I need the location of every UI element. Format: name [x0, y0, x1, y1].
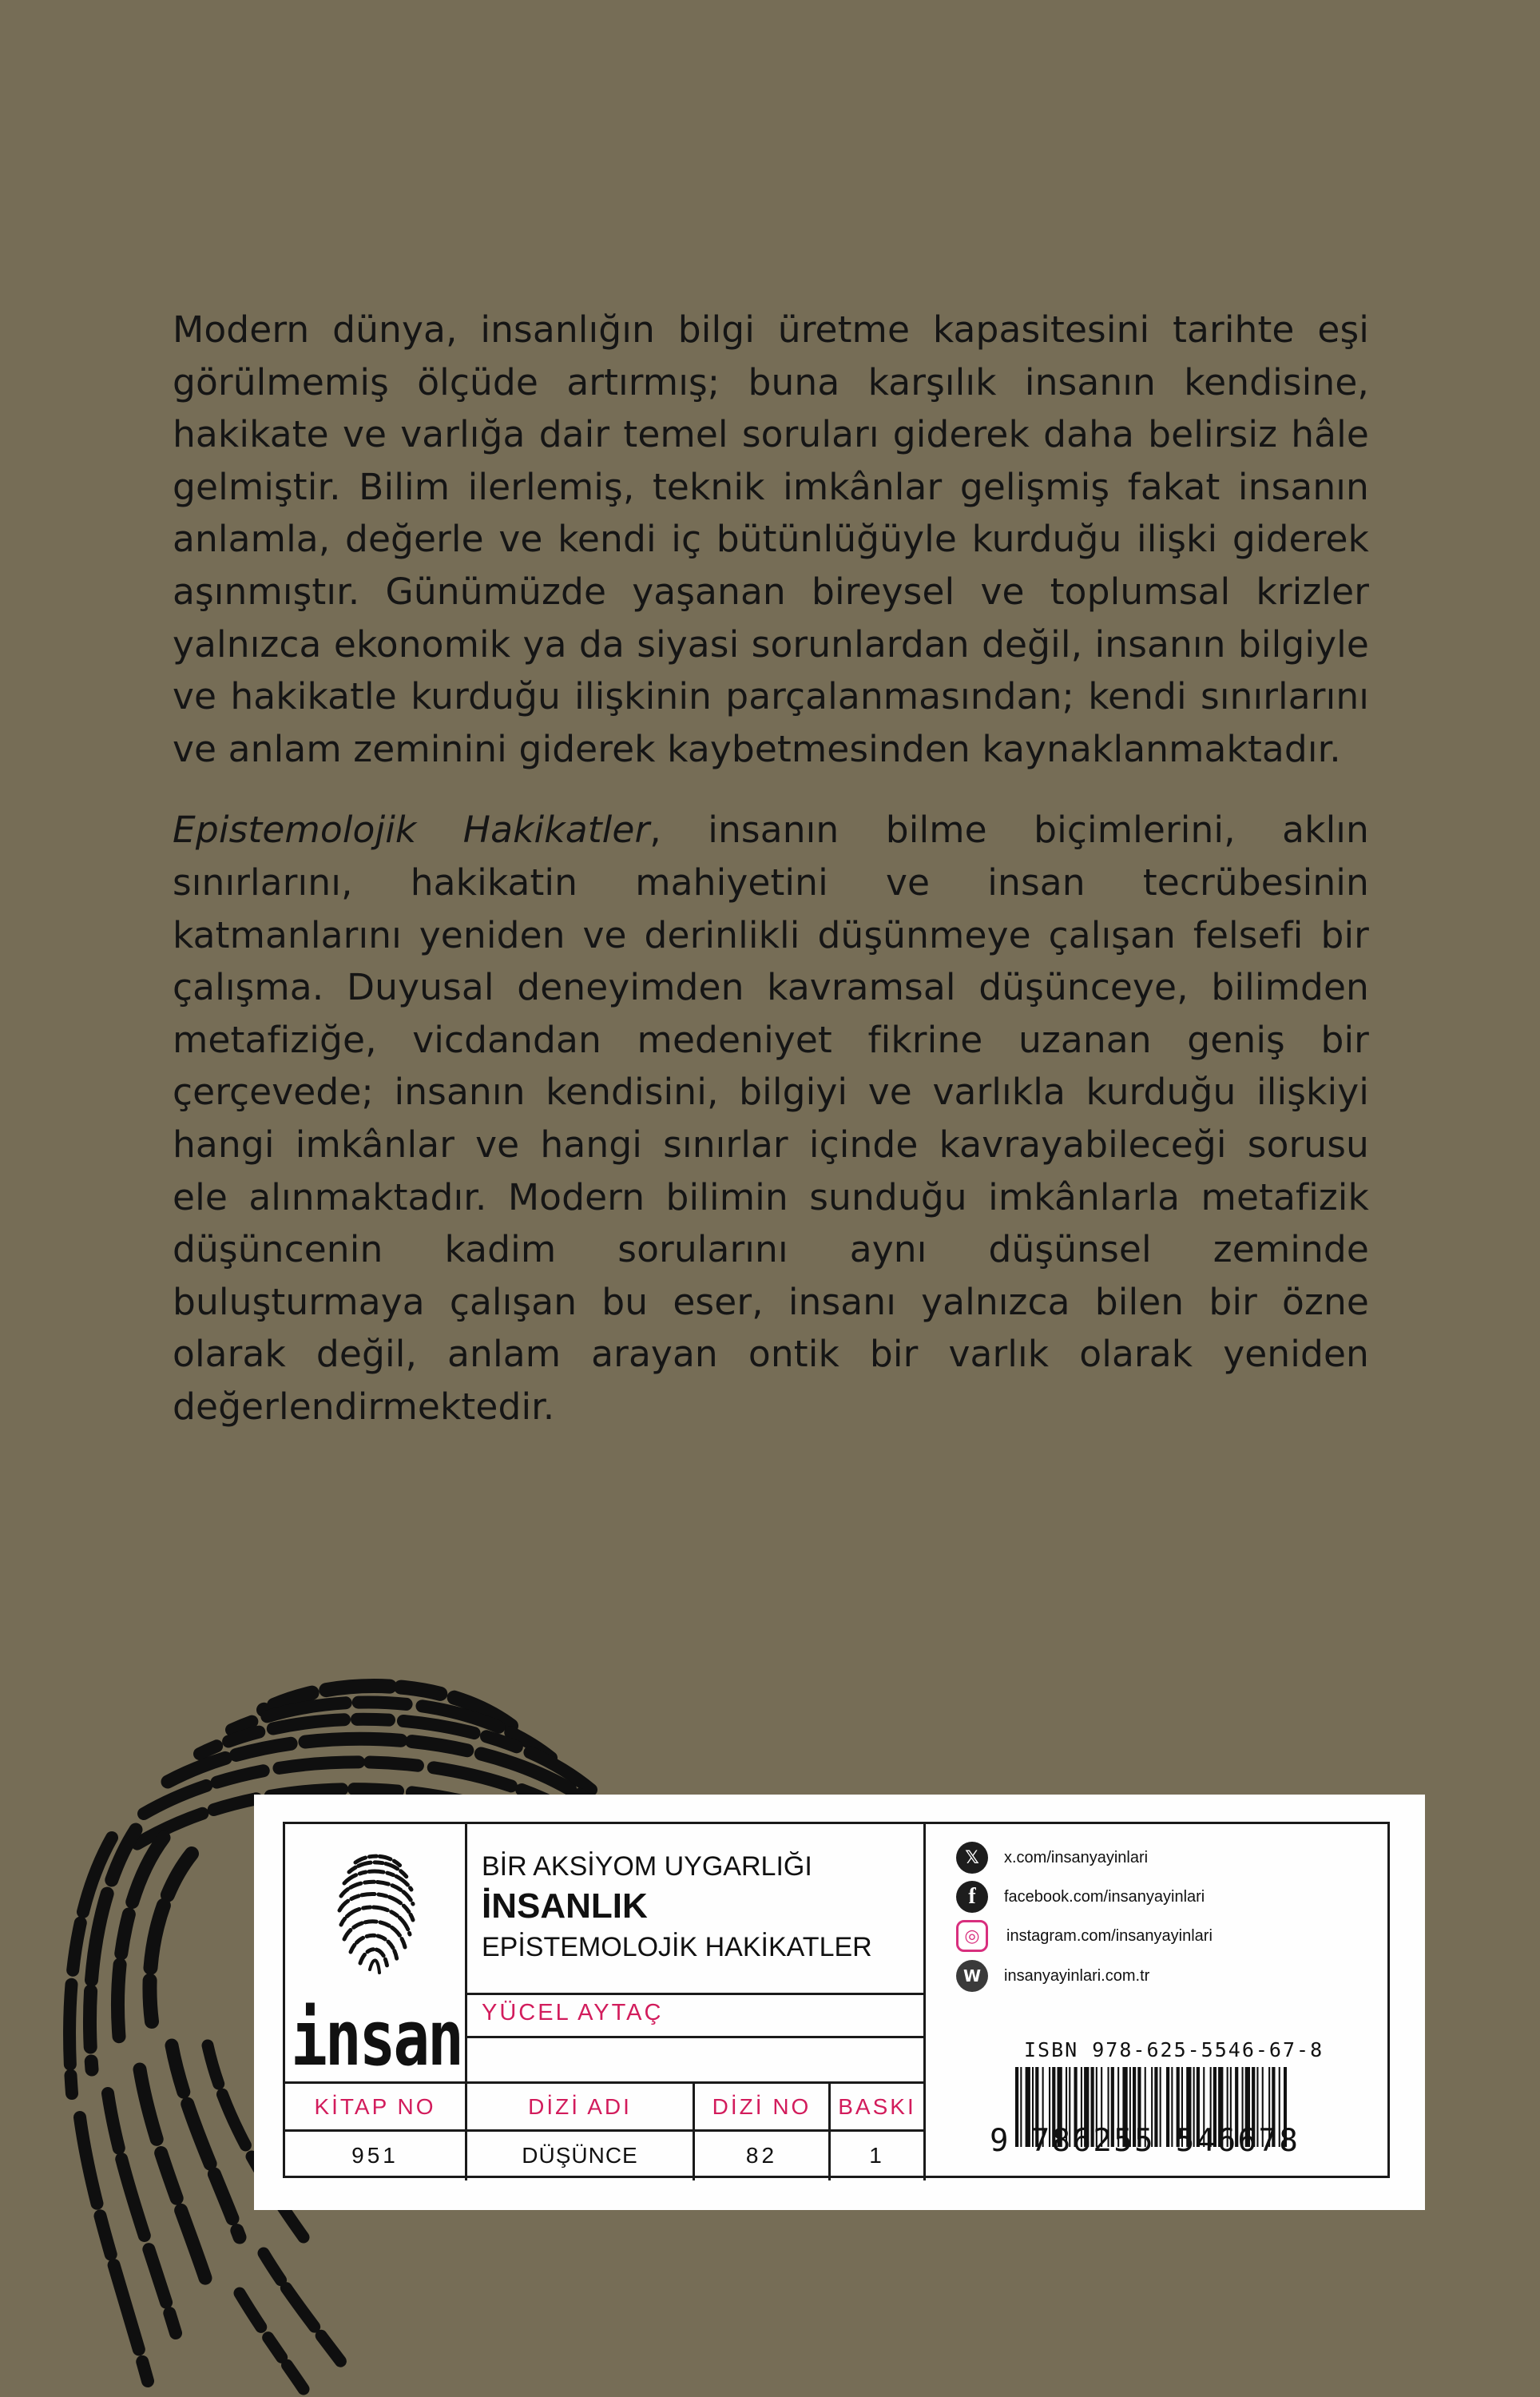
meta-column-edition: [831, 2084, 926, 2180]
book-title: İNSANLIK: [482, 1886, 648, 1926]
facebook-icon: f: [956, 1881, 988, 1913]
book-meta-table: [285, 2081, 926, 2180]
series-name: BİR AKSİYOM UYGARLIĞI: [482, 1851, 812, 1882]
meta-column-series-no: [695, 2084, 831, 2180]
blurb-paragraph-1: Modern dünya, insanlığın bilgi üretme kapasitesini tarihte eşi görülmemiş ölçüde artırmış; buna karşılık insanın kendisine, hakikate ve varlığa dair temel soruları giderek daha belirsiz hâle gelmiştir. Bilim ilerlemiş, teknik imkânlar gelişmiş fakat insanın anlamla, değerle ve kendi iç bütünlüğüyle kurduğu ilişki giderek aşınmıştır. Günümüzde yaşanan bireysel ve toplumsal krizler yalnızca ekonomik ya da siyasi sorunlardan değil, insanın bilgiyle ve hakikatle kurduğu ilişkinin parçalanmasından; kendi sınırlarını ve anlam zeminini giderek kaybetmesinden kaynaklanmaktadır.: [173, 308, 1369, 770]
book-info-table: [283, 1822, 1390, 2178]
meta-header: DİZİ NO: [695, 2084, 828, 2132]
social-link-text: insanyayinlari.com.tr: [1004, 1966, 1150, 1985]
publisher-logo: [285, 1824, 467, 2081]
social-link-x[interactable]: [956, 1842, 1148, 1874]
publisher-name: insan: [291, 1994, 462, 2083]
social-link-text: x.com/insanyayinlari: [1004, 1848, 1149, 1866]
book-subtitle: EPİSTEMOLOJİK HAKİKATLER: [482, 1932, 872, 1962]
instagram-icon: ◎: [956, 1920, 988, 1952]
meta-header: DİZİ ADI: [467, 2084, 693, 2132]
x-icon: 𝕏: [956, 1842, 988, 1874]
meta-value: 951: [351, 2143, 399, 2168]
social-link-text: instagram.com/insanyayinlari: [1006, 1926, 1213, 1945]
social-link-text: facebook.com/insanyayinlari: [1004, 1887, 1205, 1906]
barcode-digits: 9 786255 546678: [990, 2123, 1300, 2159]
fingerprint-logo-icon: [333, 1848, 419, 1974]
meta-header: BASKI: [831, 2084, 923, 2132]
book-info-card: [254, 1795, 1425, 2210]
social-link-facebook[interactable]: [956, 1881, 1205, 1913]
social-link-website[interactable]: [956, 1960, 1149, 1992]
meta-column-book-no: [285, 2084, 467, 2180]
isbn-label: ISBN 978-625-5546-67-8: [1024, 2038, 1324, 2061]
meta-header: KİTAP NO: [285, 2084, 465, 2132]
blurb-paragraph-2: [173, 804, 1369, 1433]
meta-value: 82: [745, 2143, 778, 2168]
social-links: [926, 1824, 1389, 2176]
web-icon: W: [956, 1960, 988, 1992]
empty-cell: [467, 2038, 926, 2081]
meta-value: 1: [869, 2143, 885, 2168]
social-link-instagram[interactable]: [956, 1920, 1213, 1952]
meta-value: DÜŞÜNCE: [522, 2143, 638, 2168]
blurb-paragraph-2-text: , insanın bilme biçimlerini, aklın sınırlarını, hakikatin mahiyetini ve insan tecrübesinin katmanlarını yeniden ve derinlikli düşünmeye çalışan felsefi bir çalışma. Duyusal deneyimden kavramsal düşünceye, bilimden metafiziğe, vicdandan medeniyet fikrine uzanan geniş bir çerçevede; insanın kendisini, bilgiyi ve varlıkla kurduğu ilişkiyi hangi imkânlar ve hangi sınırlar içinde kavrayabileceği sorusu ele alınmaktadır. Modern bilimin sunduğu imkânlarla metafizik düşüncenin kadim sorularını aynı düşünsel zeminde buluşturmaya çalışan bu eser, insanı yalnızca bilen bir özne olarak değil, anlam arayan ontik bir varlık olarak yeniden değerlendirmektedir.: [173, 809, 1369, 1428]
book-title-italic: Epistemolojik Hakikatler: [173, 809, 650, 852]
author-name: YÜCEL AYTAÇ: [467, 1995, 926, 2038]
back-cover-blurb: [173, 304, 1369, 1461]
meta-column-series-name: [467, 2084, 695, 2180]
book-title-block: [467, 1824, 926, 1995]
